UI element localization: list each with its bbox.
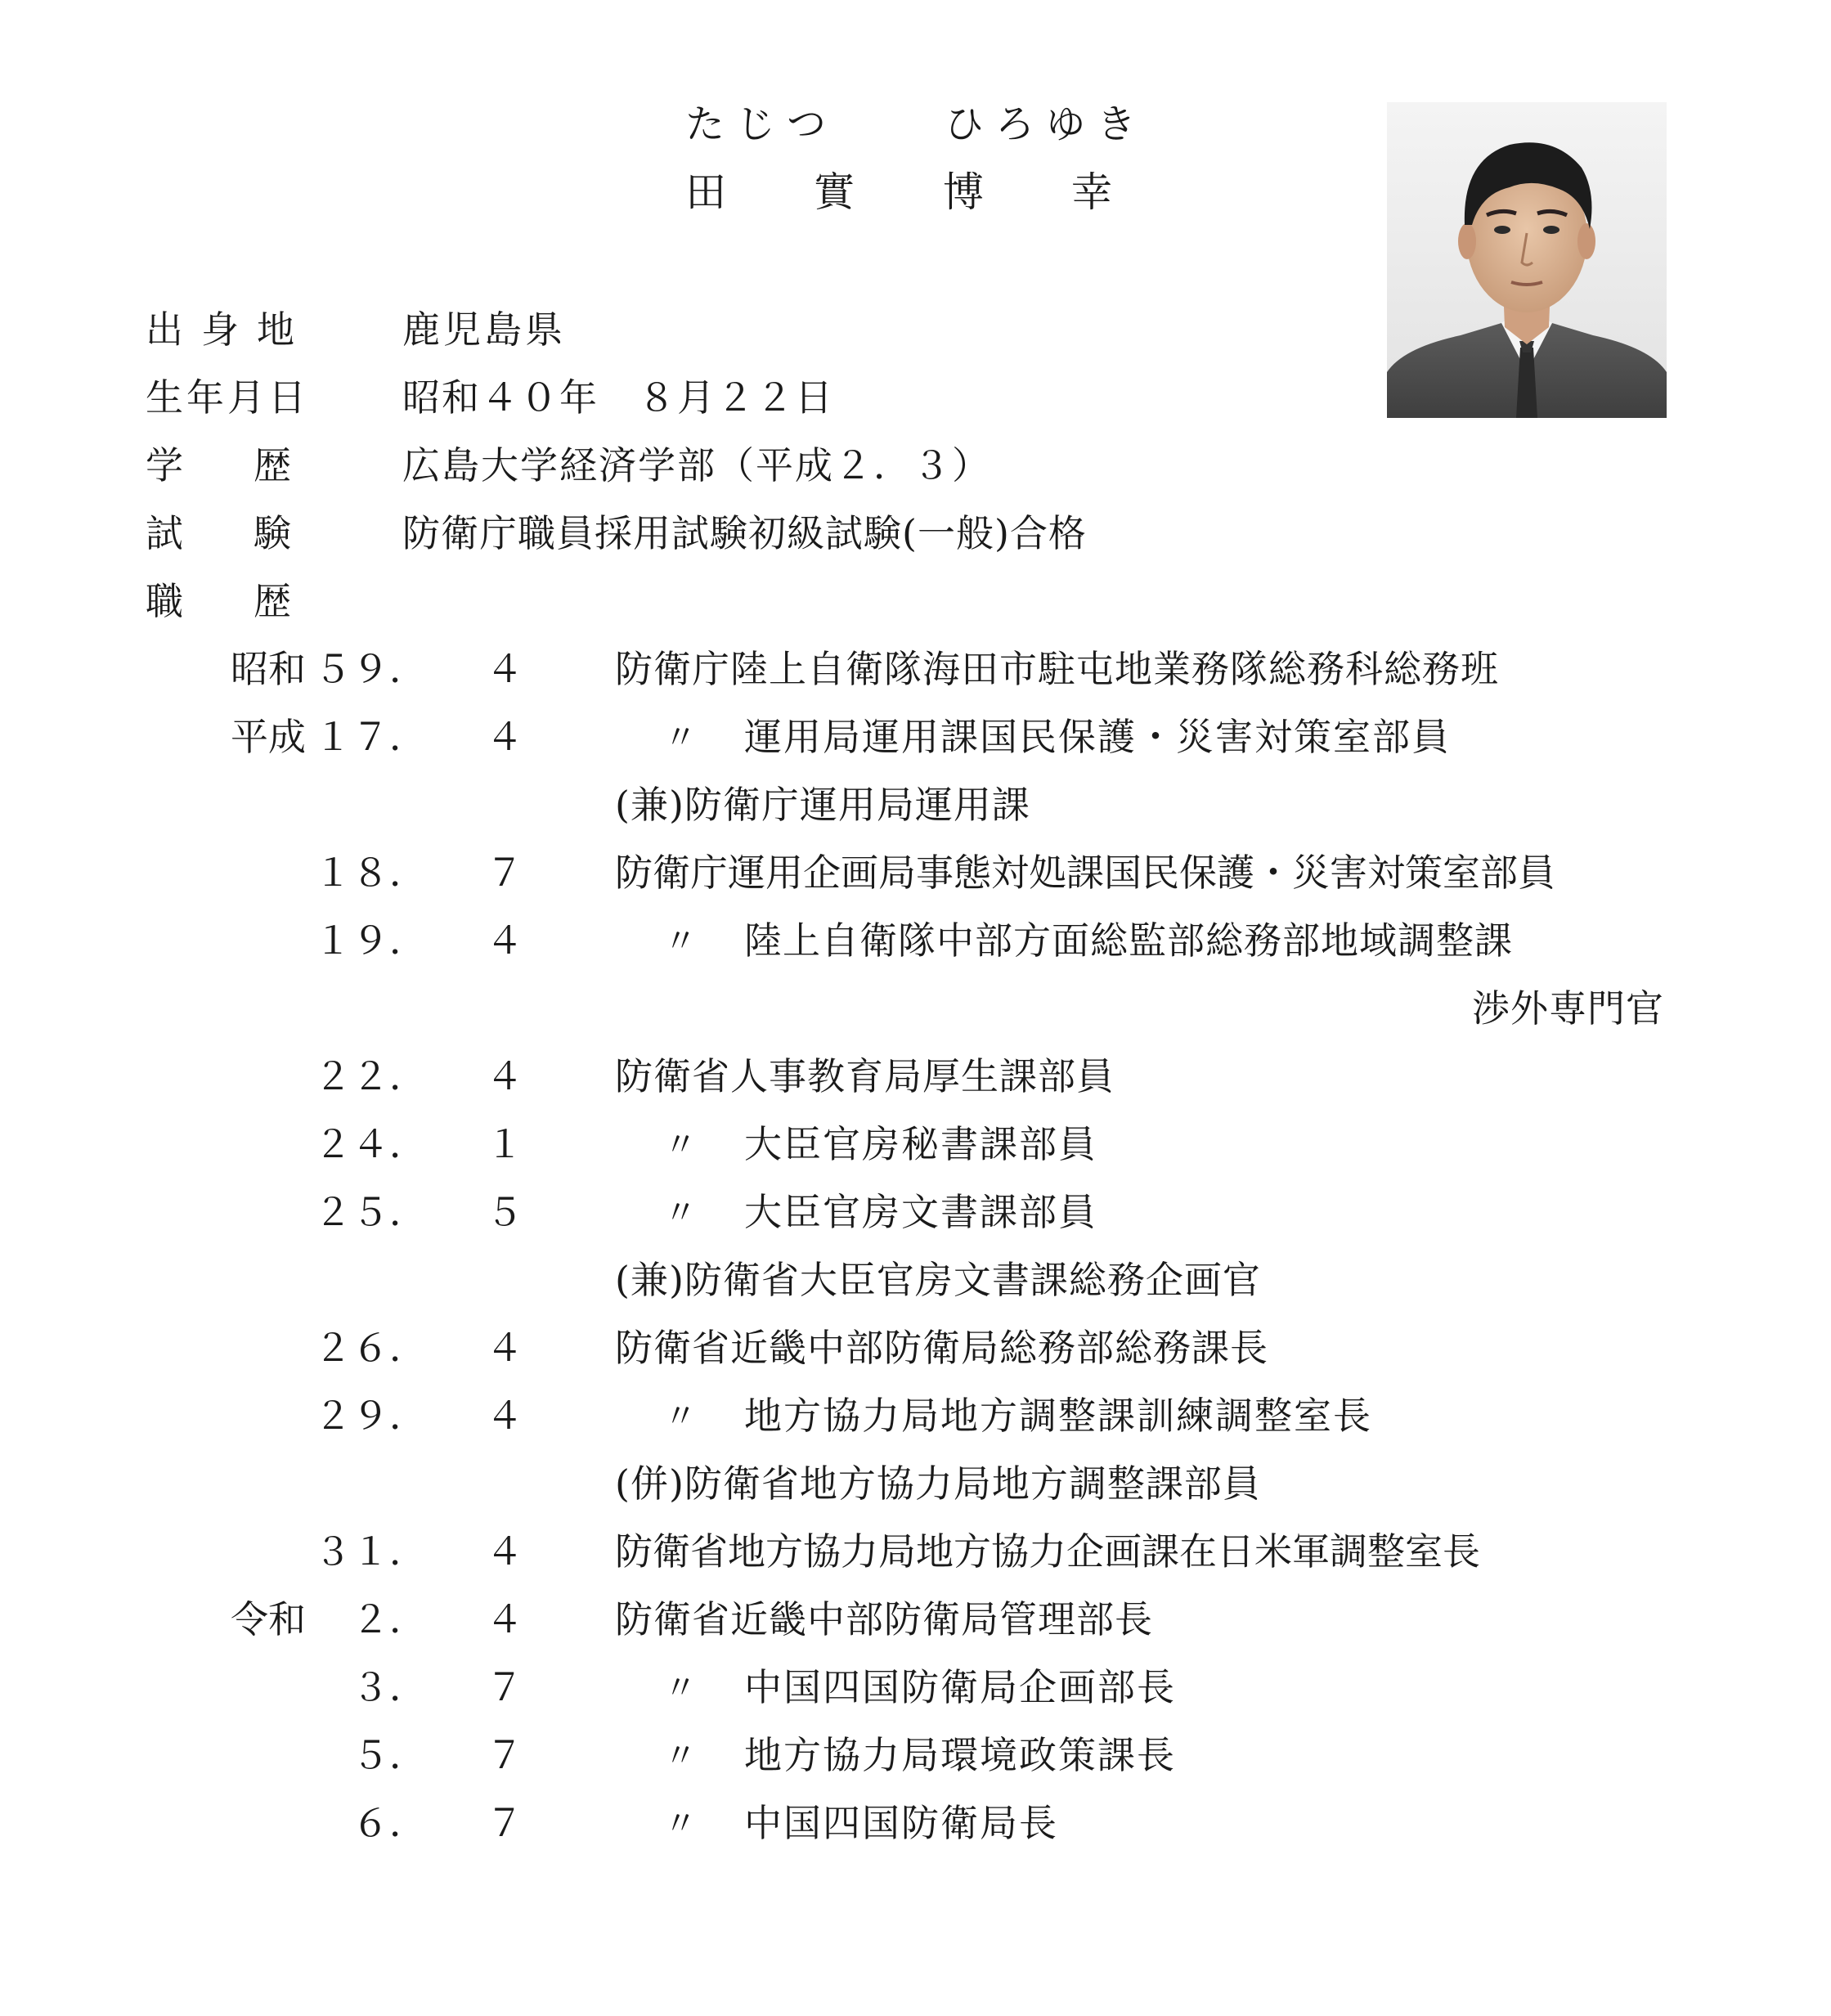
career-year: ２９． bbox=[314, 1394, 427, 1438]
ditto-mark: 〃 bbox=[664, 1737, 697, 1775]
career-year: ３１． bbox=[314, 1529, 427, 1574]
career-description: 防衛庁陸上自衛隊海田市駐屯地業務隊総務科総務班 bbox=[615, 647, 1499, 691]
name-furigana-given: ひろゆき bbox=[945, 101, 1148, 147]
career-month: ７ bbox=[486, 851, 523, 895]
career-month: ４ bbox=[486, 918, 523, 963]
career-era: 平成 bbox=[231, 715, 306, 759]
birthplace-label: 出身地 bbox=[146, 308, 312, 352]
career-description: 防衛省地方協力局地方協力企画課在日米軍調整室長 bbox=[615, 1529, 1480, 1574]
career-label: 職 歴 bbox=[146, 579, 307, 623]
career-description: (併)防衛省地方協力局地方調整課部員 bbox=[615, 1461, 1261, 1506]
career-year: ３． bbox=[352, 1665, 427, 1709]
career-year: ２２． bbox=[314, 1054, 427, 1098]
career-year: １８． bbox=[314, 851, 427, 895]
career-description: 地方協力局環境政策課長 bbox=[744, 1733, 1176, 1777]
ditto-mark: 〃 bbox=[664, 1805, 697, 1843]
career-description: 渉外専門官 bbox=[1472, 986, 1664, 1030]
career-year: ２６． bbox=[314, 1326, 427, 1370]
name-kanji-char-1: 田 bbox=[685, 168, 726, 216]
career-month: ４ bbox=[486, 1394, 523, 1438]
career-description: 中国四国防衛局企画部長 bbox=[744, 1665, 1176, 1709]
career-description: 防衛省近畿中部防衛局管理部長 bbox=[615, 1597, 1153, 1641]
career-month: ７ bbox=[486, 1801, 523, 1845]
career-month: ４ bbox=[486, 647, 523, 691]
ditto-mark: 〃 bbox=[664, 923, 697, 960]
career-description: (兼)防衛省大臣官房文書課総務企画官 bbox=[615, 1258, 1261, 1302]
name-kanji-char-2: 實 bbox=[814, 168, 855, 216]
exam-label: 試 験 bbox=[146, 511, 307, 555]
career-era: 令和 bbox=[231, 1597, 306, 1641]
career-year: ５９． bbox=[314, 647, 427, 691]
career-month: １ bbox=[486, 1122, 523, 1166]
education-value: 広島大学経済学部（平成２．３） bbox=[402, 443, 991, 487]
career-description: 運用局運用課国民保護・災害対策室部員 bbox=[744, 715, 1451, 759]
exam-value: 防衛庁職員採用試験初級試験(一般)合格 bbox=[402, 511, 1087, 555]
portrait-photo bbox=[1387, 102, 1667, 418]
career-year: １７． bbox=[314, 715, 427, 759]
career-description: 大臣官房秘書課部員 bbox=[744, 1122, 1097, 1166]
career-description: 防衛省人事教育局厚生課部員 bbox=[615, 1054, 1115, 1098]
career-year: ２５． bbox=[314, 1190, 427, 1234]
career-era: 昭和 bbox=[231, 647, 306, 691]
education-label: 学 歴 bbox=[146, 443, 307, 487]
name-furigana-family: たじつ bbox=[685, 101, 838, 147]
career-month: ４ bbox=[486, 1326, 523, 1370]
career-month: ７ bbox=[486, 1665, 523, 1709]
birthdate-label: 生年月日 bbox=[146, 375, 309, 420]
career-description: (兼)防衛庁運用局運用課 bbox=[615, 783, 1030, 827]
career-year: ２４． bbox=[314, 1122, 427, 1166]
career-month: ４ bbox=[486, 1597, 523, 1641]
career-month: ５ bbox=[486, 1190, 523, 1234]
ditto-mark: 〃 bbox=[664, 719, 697, 757]
career-description: 中国四国防衛局長 bbox=[744, 1801, 1058, 1845]
career-description: 大臣官房文書課部員 bbox=[744, 1190, 1097, 1234]
career-description: 防衛省近畿中部防衛局総務部総務課長 bbox=[615, 1326, 1268, 1370]
birthplace-value: 鹿児島県 bbox=[402, 308, 566, 352]
ditto-mark: 〃 bbox=[664, 1398, 697, 1435]
career-description: 地方協力局地方調整課訓練調整室長 bbox=[744, 1394, 1372, 1438]
career-month: ４ bbox=[486, 1529, 523, 1574]
career-year: １９． bbox=[314, 918, 427, 963]
career-month: ４ bbox=[486, 715, 523, 759]
ditto-mark: 〃 bbox=[664, 1669, 697, 1707]
career-month: ７ bbox=[486, 1733, 523, 1777]
career-description: 防衛庁運用企画局事態対処課国民保護・災害対策室部員 bbox=[615, 851, 1555, 895]
career-year: ６． bbox=[352, 1801, 427, 1845]
career-year: ２． bbox=[352, 1597, 427, 1641]
ditto-mark: 〃 bbox=[664, 1194, 697, 1232]
birthdate-value: 昭和４０年 ８月２２日 bbox=[402, 375, 834, 420]
name-kanji-char-4: 幸 bbox=[1071, 168, 1112, 216]
career-month: ４ bbox=[486, 1054, 523, 1098]
ditto-mark: 〃 bbox=[664, 1126, 697, 1164]
career-description: 陸上自衛隊中部方面総監部総務部地域調整課 bbox=[744, 918, 1513, 963]
career-year: ５． bbox=[352, 1733, 427, 1777]
name-kanji-char-3: 博 bbox=[943, 168, 984, 216]
